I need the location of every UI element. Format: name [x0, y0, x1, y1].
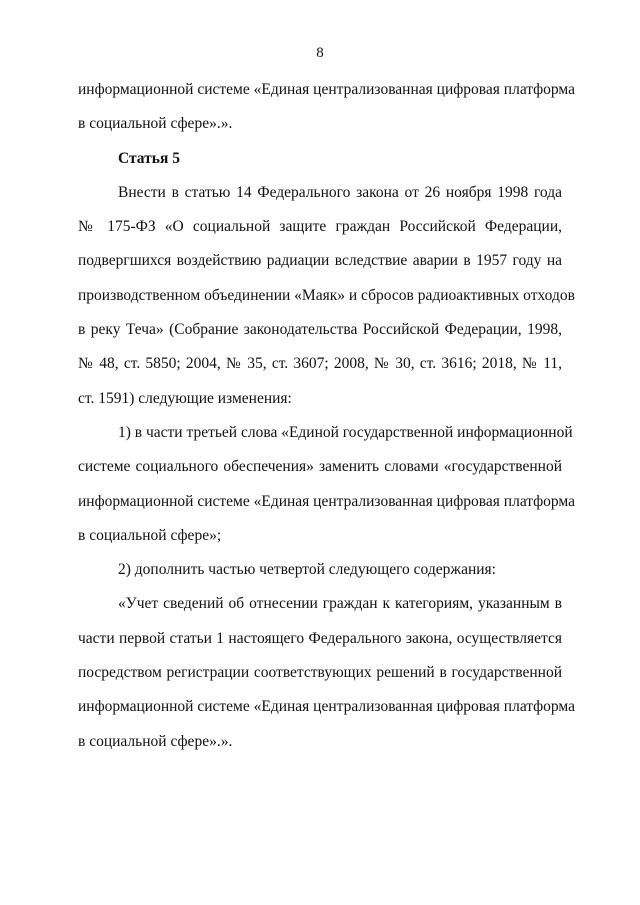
- text-line: посредством регистрации соответствующих решений в государственной: [78, 664, 562, 682]
- text-line: в социальной сфере»;: [78, 526, 222, 544]
- text-line: № 175-ФЗ «О социальной защите граждан Российской Федерации,: [78, 218, 562, 236]
- text-line: в реку Теча» (Собрание законодательства Российской Федерации, 1998,: [78, 321, 562, 339]
- page-number: 8: [316, 45, 324, 61]
- text-line: производственном объединении «Маяк» и сбросов радиоактивных отходов: [78, 286, 575, 304]
- text-line: информационной системе «Единая централизованная цифровая платформа: [78, 81, 575, 98]
- text-line: информационной системе «Единая централизованная цифровая платформа: [78, 698, 575, 716]
- text-line: Внести в статью 14 Федерального закона от 26 ноября 1998 года: [118, 183, 562, 201]
- text-line: в социальной сфере».».: [78, 732, 233, 750]
- text-line: подвергшихся воздействию радиации вследствие аварии в 1957 году на: [78, 252, 562, 270]
- text-line: «Учет сведений об отнесении граждан к категориям, указанным в: [118, 595, 562, 613]
- text-line: информационной системе «Единая централизованная цифровая платформа: [78, 492, 575, 510]
- text-line: 1) в части третьей слова «Единой государственной информационной: [118, 423, 573, 441]
- document-body: [78, 80, 575, 766]
- text-line: части первой статьи 1 настоящего Федерального закона, осуществляется: [78, 629, 562, 647]
- text-line: в социальной сфере».».: [78, 115, 233, 133]
- text-line: системе социального обеспечения» заменить словами «государственной: [78, 458, 562, 476]
- text-line: ст. 1591) следующие изменения:: [78, 389, 292, 407]
- text-line: № 48, ст. 5850; 2004, № 35, ст. 3607; 2008, № 30, ст. 3616; 2018, № 11,: [78, 355, 562, 373]
- text-line: 2) дополнить частью четвертой следующего содержания:: [118, 561, 496, 579]
- article-heading: Статья 5: [118, 149, 180, 167]
